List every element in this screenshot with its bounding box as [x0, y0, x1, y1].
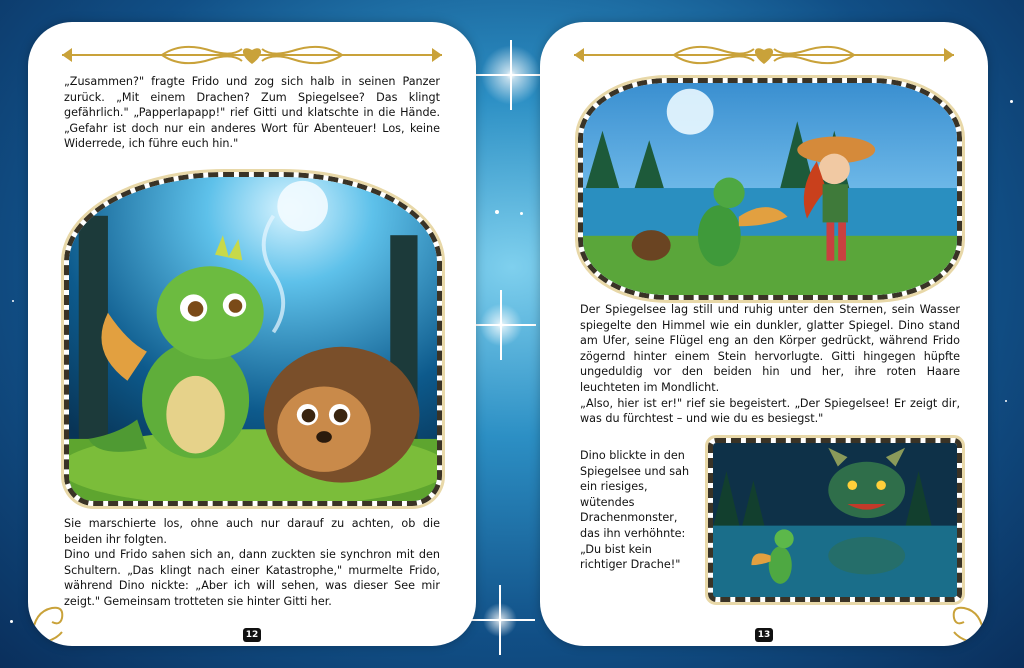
illustration-dragon-hedgehog [64, 172, 442, 506]
paragraph-top-text: „Zusammen?" fragte Frido und zog sich halb in seinen Panzer zurück. „Mit einem Drachen? Zum Spiegelsee? Das klingt gefährlich." „Papperlapapp!" rief Gitti und klatschte in die Hände. „Gefahr ist doch nur ein anderes Wort für Abenteuer! Los, keine Widerrede, ich führe euch hin." [64, 75, 440, 151]
sparkle-dot [10, 620, 13, 623]
paragraph-bottom [64, 516, 440, 610]
sparkle-icon [480, 600, 520, 640]
corner-flourish-icon [932, 590, 988, 646]
sparkle-dot [1005, 400, 1007, 402]
mirror-monster-illustration [713, 443, 957, 597]
illustration-lake-scene [578, 78, 962, 300]
paragraph-main [580, 302, 960, 427]
sparkle-dot [495, 210, 499, 214]
right-page [540, 22, 988, 646]
paragraph-main-2: „Also, hier ist er!" rief sie begeistert. „Der Spiegelsee! Er zeigt dir, was du fürchtest – und wie du es besiegst." [580, 396, 960, 426]
sparkle-dot [1010, 100, 1013, 103]
ornament-icon [564, 42, 964, 68]
page-number: 12 [243, 628, 261, 642]
ornament-icon [52, 42, 452, 68]
paragraph-bottom-1: Sie marschierte los, ohne auch nur darauf zu achten, ob die beiden ihr folgten. [64, 517, 440, 546]
illustration-mirror-monster [708, 438, 962, 602]
sparkle-dot [12, 300, 14, 302]
page-number: 13 [755, 628, 773, 642]
paragraph-bottom-2: Dino und Frido sahen sich an, dann zuckten sie synchron mit den Schultern. „Das klingt nach einer Katastrophe," murmelte Frido, während Dino nickte: „Aber ich will sehen, was dieser See mir zeigt." Gemeinsam trotteten sie hinter Gitti her. [64, 548, 440, 608]
lake-scene-illustration [583, 83, 957, 295]
paragraph-side [580, 448, 698, 573]
paragraph-main-1: Der Spiegelsee lag still und ruhig unter den Sternen, sein Wasser spiegelte den Himmel wie ein dunkler, glatter Spiegel. Dino stand am Ufer, seine Flügel eng an den Körper gedrückt, während Frido zögernd hinter einem Stein hervorlugte. Gitti hingegen hüpfte ungeduldig vor den beiden hin und her, ihre roten Haare leuchteten im Mondlicht. [580, 303, 960, 394]
sparkle-icon [476, 40, 546, 110]
paragraph-side-text: Dino blickte in den Spiegelsee und sah ein riesiges, wütendes Drachenmonster, das ihn verhöhnte: „Du bist kein richtiger Drache!" [580, 449, 690, 572]
dragon-hedgehog-illustration [69, 177, 437, 501]
sparkle-icon [476, 300, 526, 350]
corner-flourish-icon [28, 590, 84, 646]
paragraph-top [64, 74, 440, 152]
left-page [28, 22, 476, 646]
sparkle-dot [520, 212, 523, 215]
